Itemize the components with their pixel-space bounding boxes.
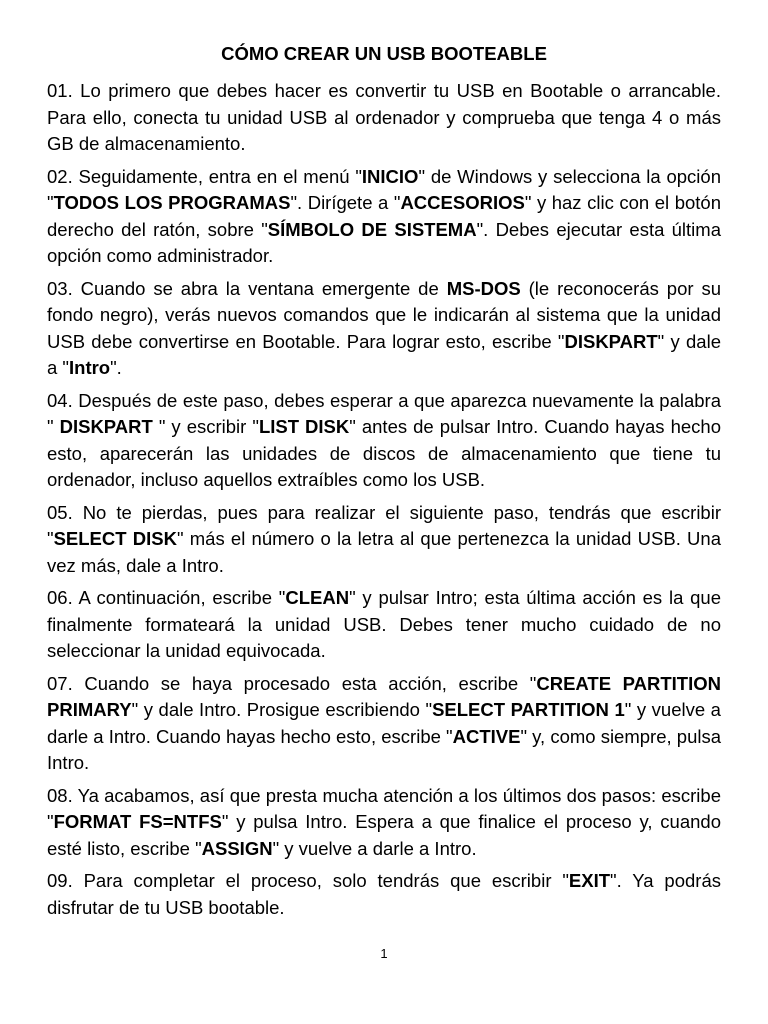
paragraph-text: ". [110,357,122,378]
step-paragraph [47,78,721,158]
paragraph-text: " y pulsar Intro; esta última acción es la que finalmente formateará la unidad USB. Debes tener mucho cuidado de no seleccionar la unidad equivocada. [47,587,721,661]
document-title: CÓMO CREAR UN USB BOOTEABLE [221,43,547,64]
paragraph-text: 06. A continuación, escribe " [47,587,286,608]
step-paragraph [47,868,721,921]
page-number: 1 [380,946,388,961]
paragraph-text: " más el número o la letra al que pertenezca la unidad USB. Una vez más, dale a Intro. [47,528,721,576]
bold-command-text: TODOS LOS PROGRAMAS [53,192,291,213]
step-paragraph [47,783,721,863]
paragraph-text: ". Dirígete a " [290,192,401,213]
paragraph-text: " y vuelve a darle a Intro. Cuando hayas hecho esto, escribe " [47,699,721,747]
bold-command-text: CLEAN [285,587,350,608]
paragraph-text: 08. Ya acabamos, así que presta mucha atención a los últimos dos pasos: escribe " [47,784,721,832]
bold-command-text: FORMAT FS=NTFS [53,811,222,832]
paragraph-text: " y escribir " [152,416,259,437]
bold-command-text: MS-DOS [446,277,521,299]
paragraph-text: " y pulsa Intro. Espera a que finalice el proceso y, cuando esté listo, escribe " [47,811,721,859]
bold-command-text: Intro [69,357,111,378]
bold-command-text: SÍMBOLO DE SISTEMA [267,218,477,240]
step-paragraph [47,164,721,270]
step-paragraph [47,671,721,777]
step-paragraph [47,388,721,494]
paragraph-text: 05. No te pierdas, pues para realizar el siguiente paso, tendrás que escribir " [47,501,721,549]
paragraph-text: 03. Cuando se abra la ventana emergente de [47,277,447,299]
step-paragraph [47,276,721,382]
paragraph-text: " y dale a " [47,330,721,378]
paragraph-text: 02. Seguidamente, entra en el menú " [47,165,362,187]
paragraph-text: " y, como siempre, pulsa Intro. [47,725,722,773]
paragraph-text: " y haz clic con el botón derecho del ratón, sobre " [47,192,721,240]
paragraph-text: " de Windows y selecciona la opción " [47,165,721,213]
paragraph-text: " y vuelve a darle a Intro. [272,837,477,859]
bold-command-text: LIST DISK [258,416,350,437]
paragraph-text: 09. Para completar el proceso, solo tendrás que escribir " [47,870,569,891]
paragraph-text: 01. Lo primero que debes hacer es convertir tu USB en Bootable o arrancable. Para ello, conecta tu unidad USB al ordenador y comprueba que tenga 4 o más GB de almacenamiento. [47,80,721,154]
bold-command-text: INICIO [361,165,419,187]
paragraph-text: (le reconocerás por su fondo negro), verás nuevos comandos que le indicarán al sistema que la unidad USB debe convertirse en Bootable. Para lograr esto, escribe " [47,277,721,352]
step-paragraph [47,585,721,665]
bold-command-text: EXIT [568,870,611,891]
bold-command-text: DISKPART [564,330,658,352]
paragraph-text: ". Ya podrás disfrutar de tu USB bootable. [47,870,721,918]
bold-command-text: CREATE PARTITION PRIMARY [47,672,721,720]
bold-command-text: SELECT PARTITION 1 [432,699,625,720]
paragraph-text: 04. Después de este paso, debes esperar a que aparezca nuevamente la palabra " [47,389,721,437]
paragraph-text: " y dale Intro. Prosigue escribiendo " [131,699,433,720]
bold-command-text: ACCESORIOS [400,192,525,213]
step-paragraph [47,500,721,580]
paragraph-text: ". Debes ejecutar esta última opción como administrador. [47,218,721,266]
bold-command-text: ACTIVE [452,725,521,747]
document-body [47,78,721,927]
bold-command-text: DISKPART [59,416,153,437]
bold-command-text: ASSIGN [201,837,273,859]
paragraph-text: " antes de pulsar Intro. Cuando hayas hecho esto, aparecerán las unidades de discos de almacenamiento que tiene tu ordenador, incluso aquellos extraíbles como los USB. [47,416,721,490]
bold-command-text: SELECT DISK [53,528,177,549]
paragraph-text: 07. Cuando se haya procesado esta acción, escribe " [47,672,537,694]
